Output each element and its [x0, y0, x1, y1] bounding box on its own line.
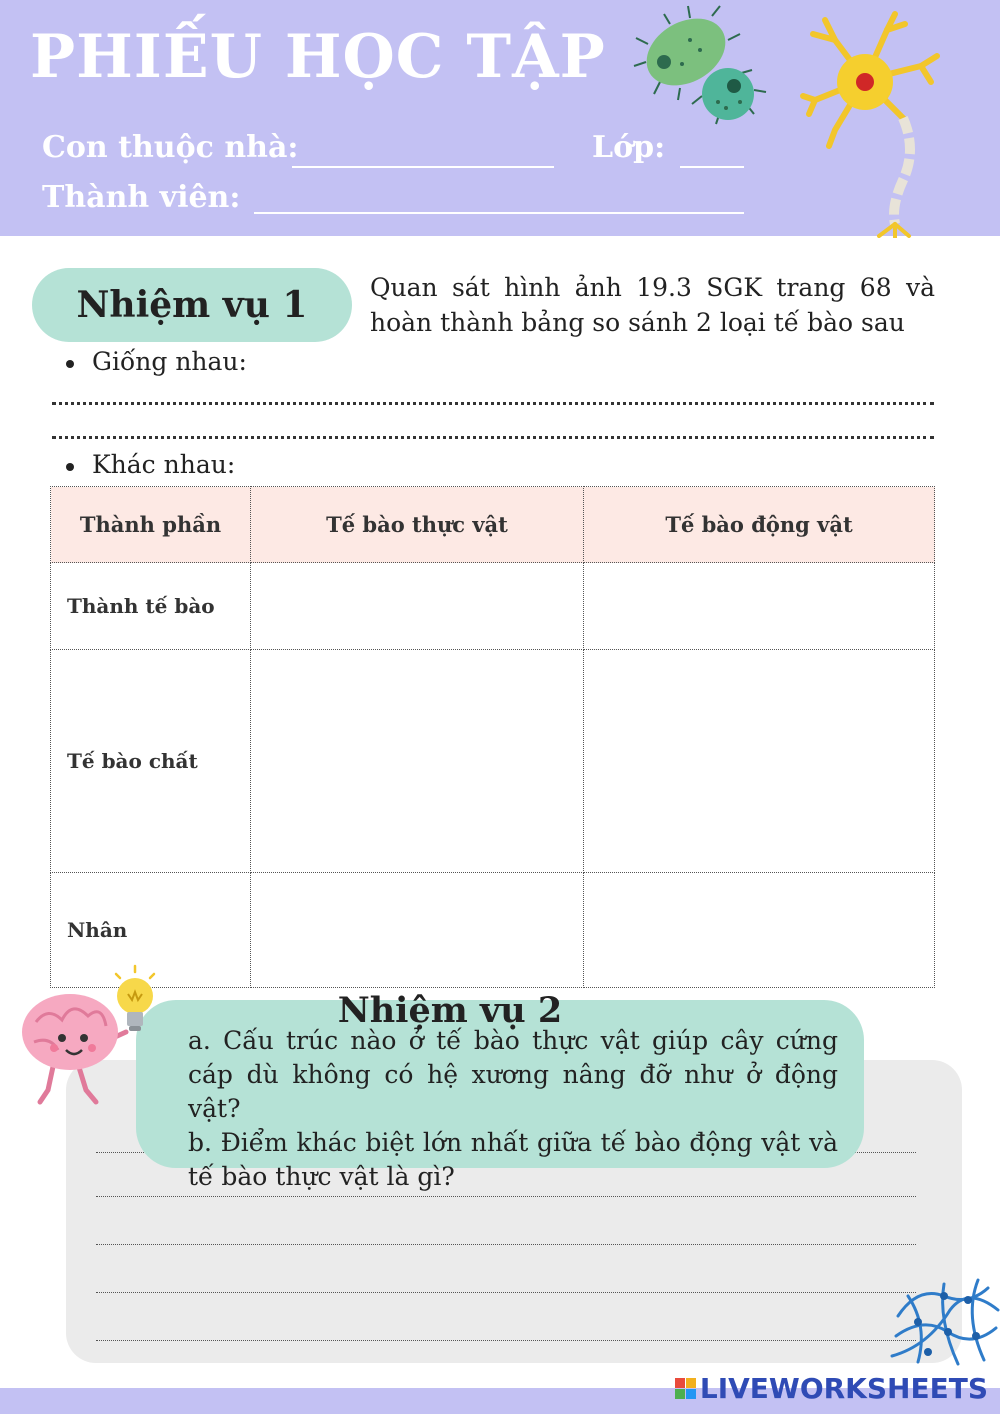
members-label: Thành viên:: [42, 180, 241, 215]
different-label: Khác nhau:: [92, 450, 236, 479]
brand-name: LIVEWORKSHEETS: [699, 1372, 988, 1405]
table-row: [51, 873, 935, 988]
row-label-cell-wall: Thành tế bào: [51, 563, 251, 650]
page-title: PHIẾU HỌC TẬP: [30, 22, 606, 92]
task2-answer-line[interactable]: [96, 1244, 916, 1245]
task2-questions: [188, 1024, 838, 1194]
answer-cell[interactable]: [584, 563, 935, 650]
similar-answer-line[interactable]: [52, 436, 934, 439]
answer-cell[interactable]: [584, 650, 935, 873]
neuron-icon: [795, 10, 945, 238]
task2-answer-line[interactable]: [96, 1292, 916, 1293]
header-plant-cell: Tế bào thực vật: [251, 487, 584, 563]
table-row: [51, 650, 935, 873]
similar-label: Giống nhau:: [92, 347, 247, 376]
task1-description: Quan sát hình ảnh 19.3 SGK trang 68 và hoàn thành bảng so sánh 2 loại tế bào sau: [370, 273, 935, 337]
similar-bullet: [66, 347, 247, 376]
bullet-dot: [66, 463, 74, 471]
row-label-cytoplasm: Tế bào chất: [51, 650, 251, 873]
answer-cell[interactable]: [584, 873, 935, 988]
similar-answer-line[interactable]: [52, 402, 934, 405]
comparison-table: [50, 486, 935, 988]
liveworksheets-logo-icon: [675, 1378, 696, 1399]
header-component: Thành phần: [51, 487, 251, 563]
answer-cell[interactable]: [251, 650, 584, 873]
lightbulb-icon: [106, 964, 164, 1042]
different-bullet: [66, 450, 235, 479]
members-input-line[interactable]: [254, 212, 744, 214]
task2-answer-line[interactable]: [96, 1340, 916, 1341]
task1-title: Nhiệm vụ 1: [32, 268, 352, 342]
table-row: [51, 563, 935, 650]
nerve-network-icon: [888, 1276, 1000, 1370]
question-b: b. Điểm khác biệt lớn nhất giữa tế bào động vật và tế bào thực vật là gì?: [188, 1128, 838, 1191]
bullet-dot: [66, 360, 74, 368]
answer-cell[interactable]: [251, 563, 584, 650]
header-animal-cell: Tế bào động vật: [584, 487, 935, 563]
task2-answer-line[interactable]: [96, 1196, 916, 1197]
table-header-row: [51, 487, 935, 563]
task2-title: Nhiệm vụ 2: [337, 990, 563, 1031]
row-label-nucleus: Nhân: [51, 873, 251, 988]
question-a: a. Cấu trúc nào ở tế bào thực vật giúp cây cứng cáp dù không có hệ xương nâng đỡ như ở động vật?: [188, 1026, 838, 1123]
answer-cell[interactable]: [251, 873, 584, 988]
bacteria-icon: [630, 4, 770, 128]
house-input-line[interactable]: [292, 166, 554, 168]
class-label: Lớp:: [592, 130, 666, 165]
liveworksheets-brand[interactable]: [675, 1372, 988, 1405]
house-label: Con thuộc nhà:: [42, 130, 299, 165]
class-input-line[interactable]: [680, 166, 744, 168]
